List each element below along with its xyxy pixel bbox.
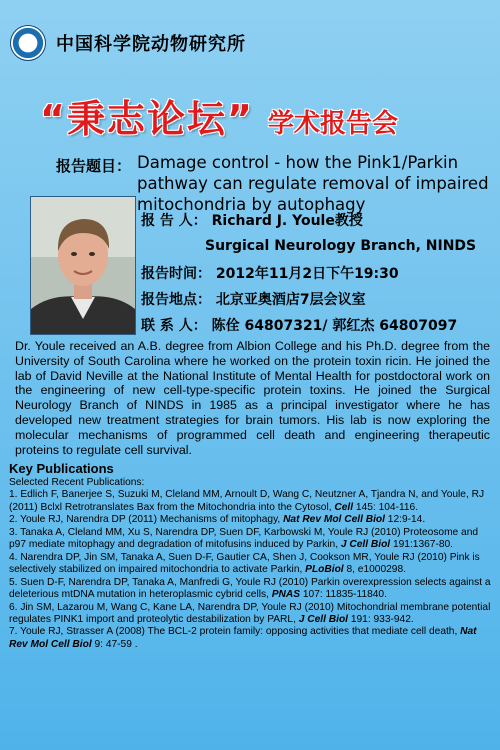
place-label: 报告地点： [141, 292, 211, 308]
speaker-name: Richard J. Youle教授 [211, 213, 363, 229]
publications-heading: Selected Recent Publications: [9, 477, 145, 488]
publication-item: 5. Suen D-F, Narendra DP, Tanaka A, Manfredi G, Youle RJ (2010) Parkin overexpression selects against a deleterious mtDNA mutation in heteroplasmic cybrid cells, PNAS 107: 11835-11840. [9, 576, 491, 601]
publications-list [9, 477, 493, 651]
publication-item: 6. Jin SM, Lazarou M, Wang C, Kane LA, Narendra DP, Youle RJ (2010) Mitochondrial membrane potential regulates PINK1 import and proteolytic destabilization by PARL, J Cell Biol 191: 933-942. [9, 601, 491, 625]
publication-item: 1. Edlich F, Banerjee S, Suzuki M, Cleland MM, Arnoult D, Wang C, Neutzner A, Tjandra N, and Youle, RJ (2011) Bclxl Retrotranslates Bax from the Mitochondria into the Cytosol, Cell 145: 104-116. [9, 489, 485, 513]
publications-title: Key Publications [9, 461, 114, 476]
speaker-portrait-icon [31, 197, 135, 334]
contact-row [141, 315, 457, 335]
contact-value: 陈佺 64807321/ 郭红杰 64807097 [211, 318, 458, 334]
affiliation-row [205, 238, 476, 254]
publication-item: 2. Youle RJ, Narendra DP (2011) Mechanisms of mitophagy, Nat Rev Mol Cell Biol 12:9-14. [9, 514, 426, 526]
header [10, 26, 246, 60]
publication-item: 4. Narendra DP, Jin SM, Tanaka A, Suen D-F, Gautier CA, Shen J, Cookson MR, Youle RJ (2010) Pink is selectively stabilized on impaired mitochondria to activate Parkin, PLoBiol 8, e1000298. [9, 551, 480, 576]
place-row [141, 289, 366, 309]
forum-title: “秉志论坛” [40, 97, 254, 141]
speaker-photo [30, 196, 136, 335]
topic-line: pathway can regulate removal of impaired [137, 174, 489, 193]
topic-line: mitochondria by autophagy [137, 195, 366, 214]
contact-label: 联 系 人： [141, 318, 207, 334]
time-label: 报告时间： [141, 266, 211, 282]
org-name: 中国科学院动物研究所 [56, 34, 246, 55]
topic-line: Damage control - how the Pink1/Parkin [137, 153, 459, 172]
institute-logo-icon [10, 25, 46, 61]
publication-item: 3. Tanaka A, Cleland MM, Xu S, Narendra DP, Suen DF, Karbowski M, Youle RJ (2010) Proteosome and p97 mediate mitophagy and degradation of mitofusins induced by Parkin, J Cell Biol 191:1367-80. [9, 526, 479, 551]
speaker-label: 报 告 人： [141, 213, 207, 229]
forum-subtitle: 学术报告会 [267, 109, 398, 139]
forum-title-row [40, 88, 398, 143]
time-row [141, 263, 399, 283]
publication-item: 7. Youle RJ, Strasser A (2008) The BCL-2 protein family: opposing activities that mediate cell death, Nat Rev Mol Cell Biol 9: 47-59 . [9, 626, 477, 650]
speaker-affiliation: Surgical Neurology Branch, NINDS [205, 238, 477, 254]
speaker-bio: Dr. Youle received an A.B. degree from Albion College and his Ph.D. degree from the University of South Carolina where he worked on the protein toxin ricin. He joined the lab of David Neville at the National Institute of Mental Health for postdoctoral work on the engineering of new cell-type-specific protein toxins. He joined the Surgical Neurology Branch of NINDS in 1985 as a principal investigator where he has developed new treatment strategies for brain tumors. His lab is now exploring the molecular mechanisms of programmed cell death and engineering therapeutic proteins to regulate cell survival. [15, 339, 490, 457]
speaker-row [141, 210, 363, 230]
topic-label: 报告题目： [56, 157, 132, 175]
place-value: 北京亚奥酒店7层会议室 [215, 292, 366, 308]
topic-text [137, 152, 497, 215]
time-value: 2012年11月2日下午19:30 [215, 266, 399, 282]
